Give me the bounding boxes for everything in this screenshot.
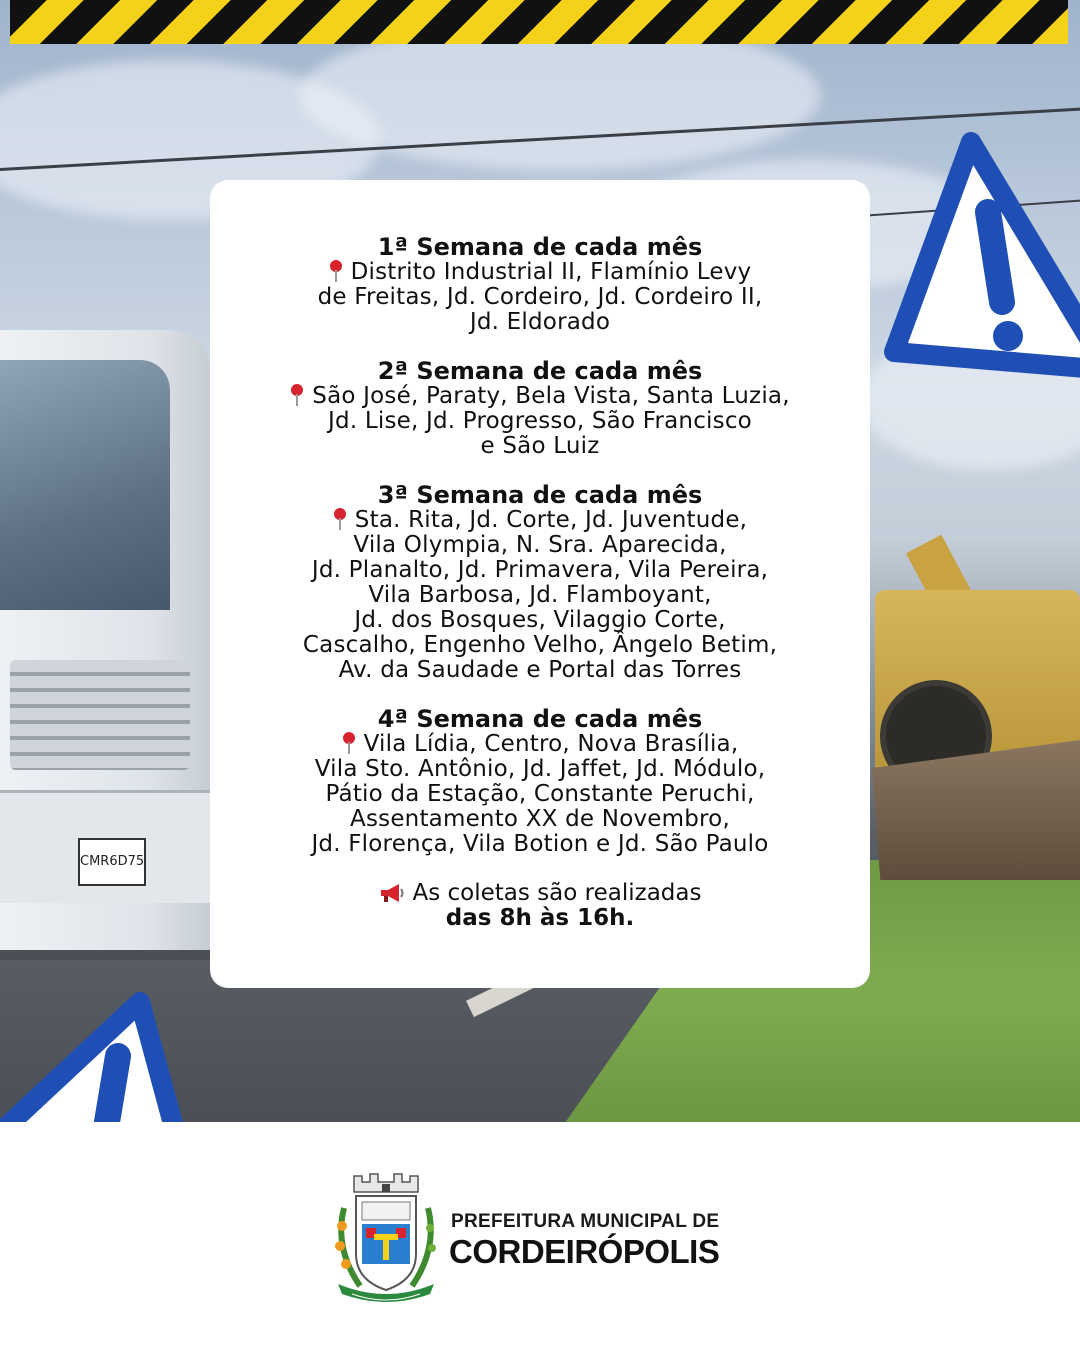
week-neighborhoods <box>210 732 870 857</box>
schedule-content <box>210 235 870 931</box>
week-section <box>210 359 870 459</box>
week-title: 1ª Semana de cada mês <box>377 233 703 261</box>
round-pushpin-icon <box>329 260 343 282</box>
neighborhood-list: Distrito Industrial II, Flamínio Levy de Freitas, Jd. Cordeiro, Jd. Cordeiro II, Jd. Eldorado <box>317 259 763 335</box>
week-neighborhoods <box>210 384 870 459</box>
week-section <box>210 235 870 335</box>
note-text-line <box>210 881 870 906</box>
license-plate: CMR6D75 <box>78 838 146 886</box>
note-line-2: das 8h às 16h. <box>445 905 635 931</box>
neighborhood-list: Vila Lídia, Centro, Nova Brasília, Vila Sto. Antônio, Jd. Jaffet, Jd. Módulo, Pátio da Estação, Constante Peruchi, Assentamento XX de Novembro, Jd. Florença, Vila Botion e Jd. São Paulo <box>311 731 769 857</box>
week-title: 3ª Semana de cada mês <box>377 481 703 509</box>
week-neighborhoods <box>210 508 870 683</box>
round-pushpin-icon <box>333 508 347 530</box>
week-title: 2ª Semana de cada mês <box>377 357 703 385</box>
truck-windshield <box>0 360 170 610</box>
collection-hours-note <box>210 881 870 931</box>
round-pushpin-icon <box>290 384 304 406</box>
week-title: 4ª Semana de cada mês <box>377 705 703 733</box>
neighborhood-list: Sta. Rita, Jd. Corte, Jd. Juventude, Vila Olympia, N. Sra. Aparecida, Jd. Planalto, Jd. Primavera, Vila Pereira, Vila Barbosa, Jd. Flamboyant, Jd. dos Bosques, Vilaggio Corte, Cascalho, Engenho Velho, Ângelo Betim, Av. da Saudade e Portal das Torres <box>302 507 778 683</box>
megaphone-icon <box>379 883 405 903</box>
week-neighborhoods <box>210 260 870 335</box>
org-name-line-1: PREFEITURA MUNICIPAL DE <box>451 1211 720 1232</box>
warning-triangle-icon <box>876 120 1080 400</box>
schedule-card <box>210 180 870 988</box>
note-line-1: As coletas são realizadas <box>412 880 702 906</box>
week-section <box>210 483 870 683</box>
truck-grill <box>10 660 190 770</box>
city-coat-of-arms <box>332 1168 440 1308</box>
neighborhood-list: São José, Paraty, Bela Vista, Santa Luzia, Jd. Lise, Jd. Progresso, São Francisco e São Luiz <box>312 383 790 459</box>
round-pushpin-icon <box>342 732 356 754</box>
org-name-line-2: CORDEIRÓPOLIS <box>449 1233 720 1270</box>
hazard-stripe-bar <box>10 0 1068 44</box>
week-section <box>210 707 870 857</box>
